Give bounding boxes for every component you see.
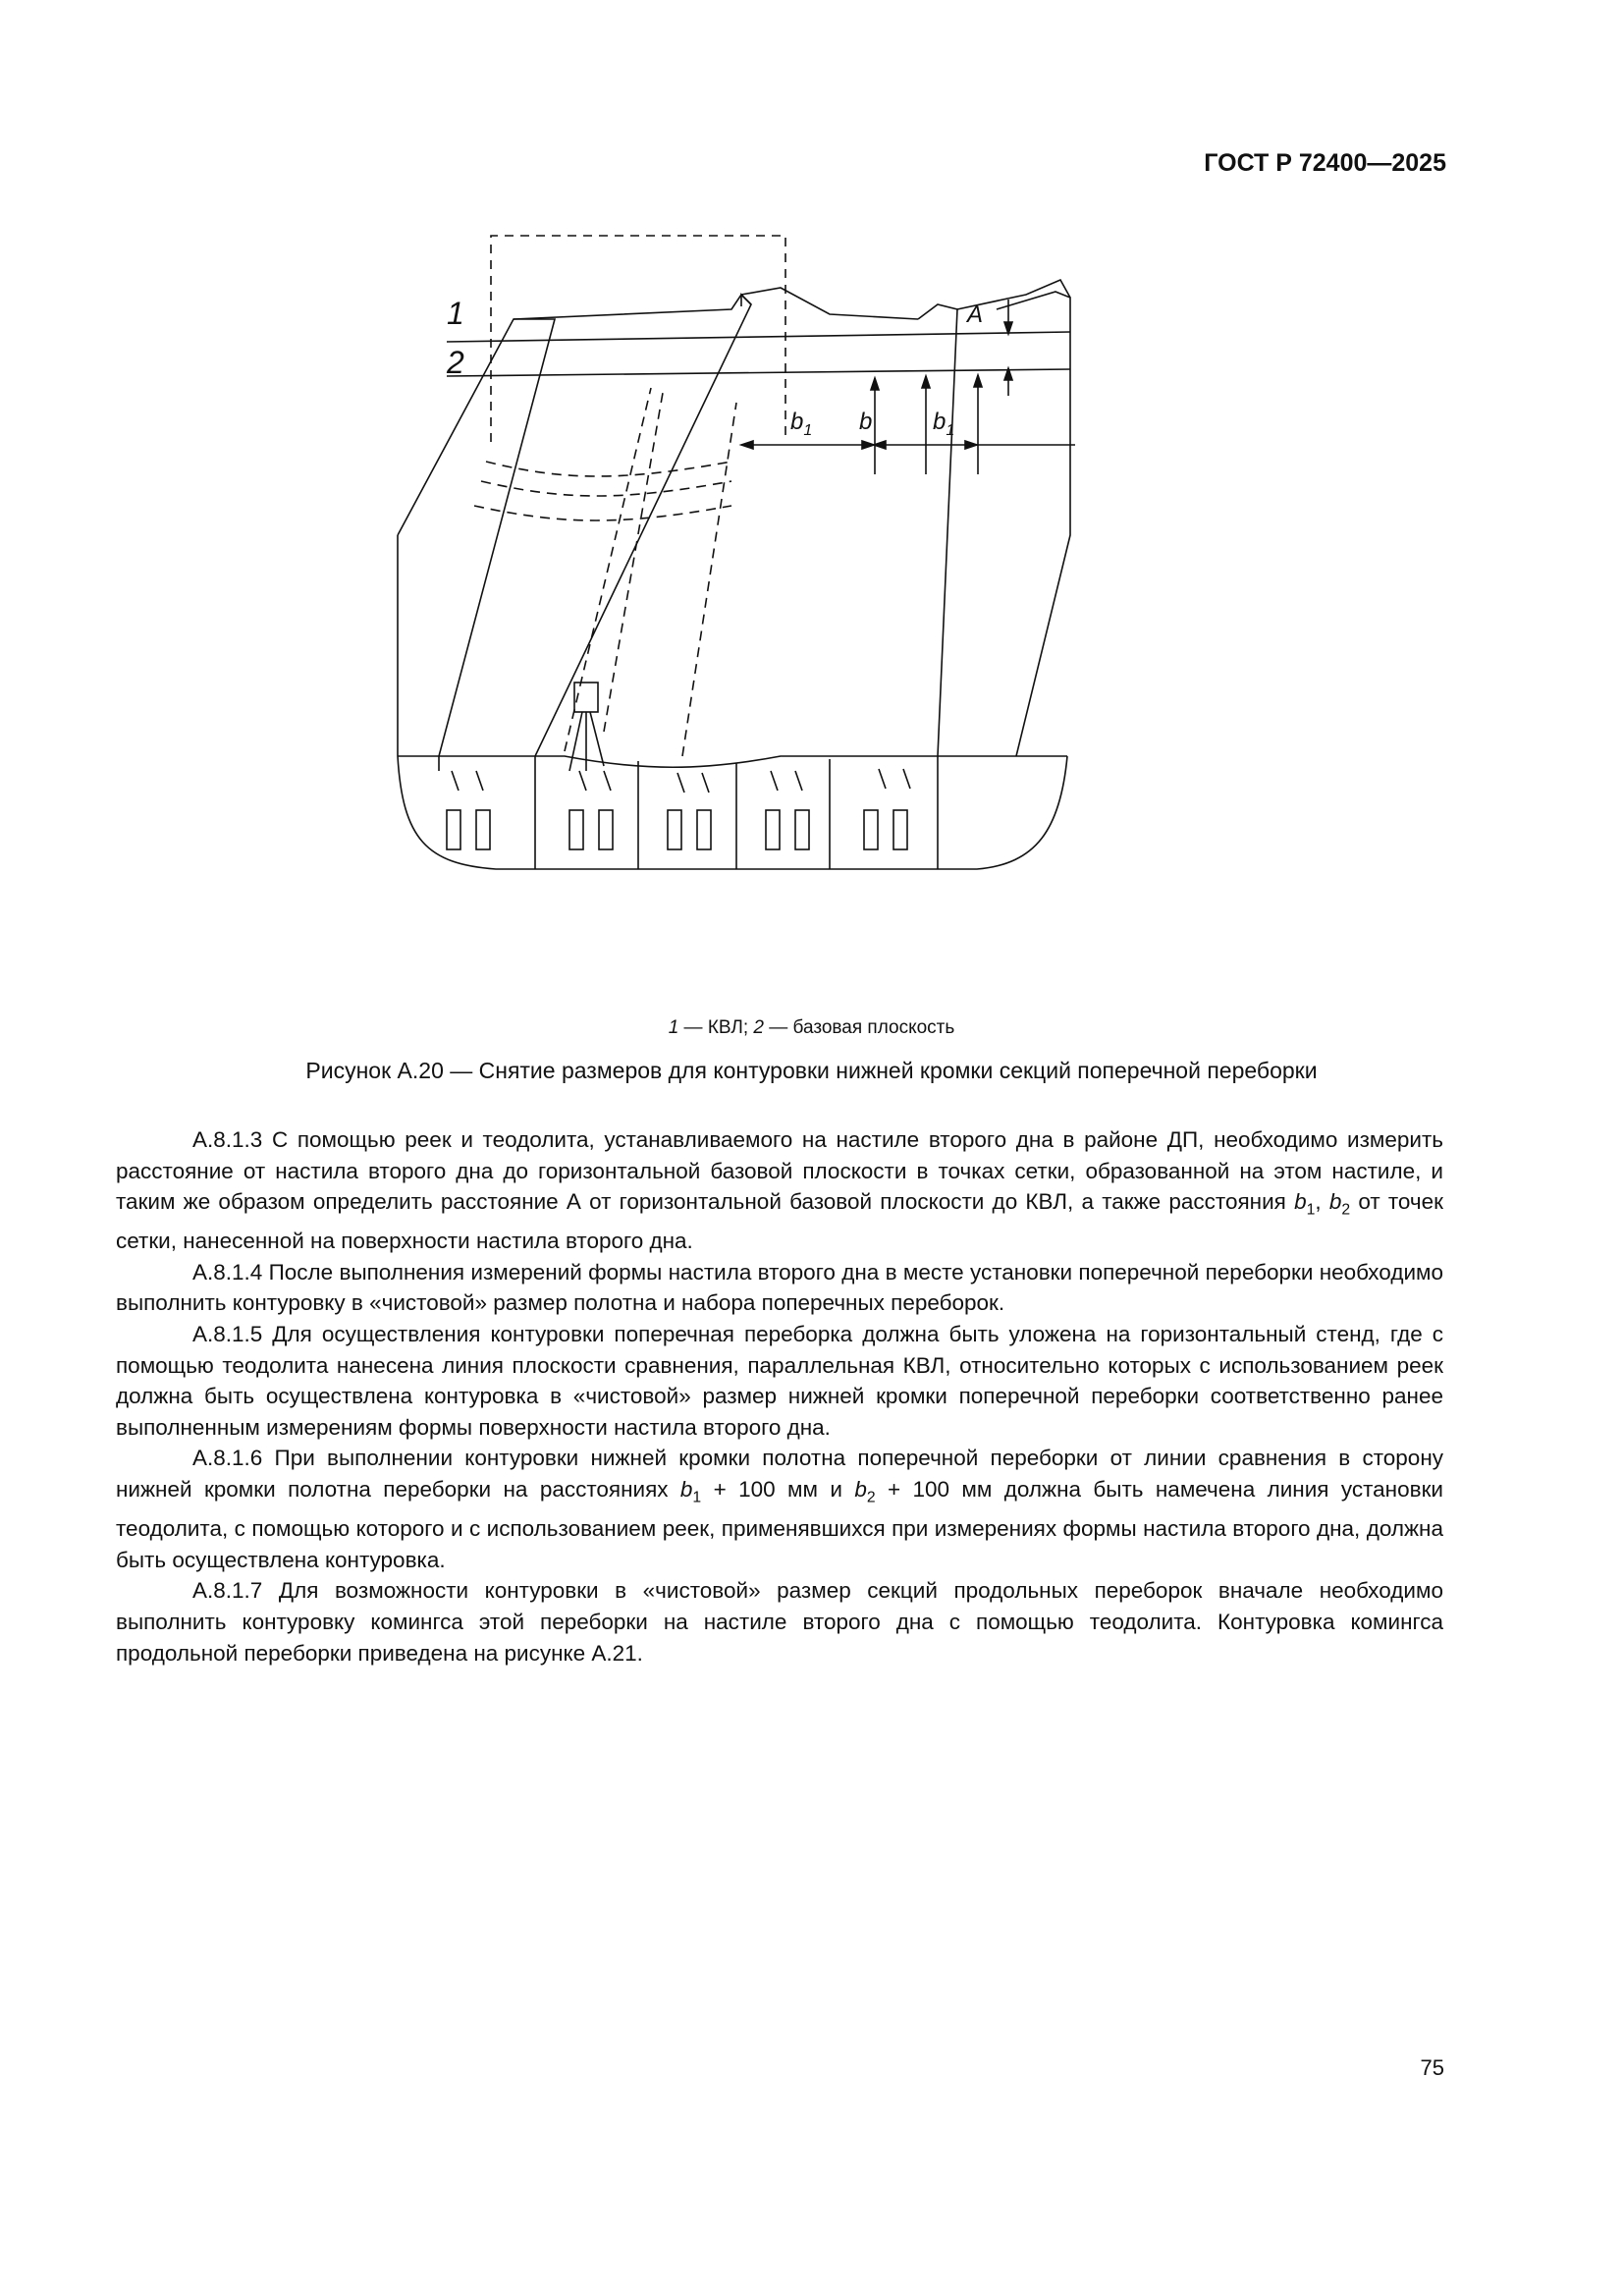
label-b1-left: $b_1$ <box>790 409 813 439</box>
paragraph-a8-1-3: А.8.1.3 С помощью реек и теодолита, устанавливаемого на настиле второго дна в районе ДП, необходимо измерить расстояние от настила второго дна до горизонтальной базовой плоскости в точках сетки, образованной на этом настиле, и таким же образом определить расстояние А от горизонтальной базовой плоскости до КВЛ, а также расстояния $b_1$, $b_2$ от точек сетки, нанесенной на поверхности настила второго дна. <box>116 1127 1444 1254</box>
figure-legend: 1 — КВЛ; 2 — базовая плоскость <box>668 1017 955 1038</box>
paragraph-a8-1-4: А.8.1.4 После выполнения измерений формы настила второго дна в месте установки поперечной переборки необходимо выполнить контуровку в «чистовой» размер полотна и набора поперечных переборок. <box>116 1259 1443 1316</box>
measure-arrows <box>871 375 982 474</box>
dimension-a <box>1004 300 1012 396</box>
page-number: 75 <box>1420 2055 1444 2080</box>
hull-frames <box>447 769 910 849</box>
inner-bottom-grid <box>474 388 736 756</box>
paragraph-a8-1-7: А.8.1.7 Для возможности контуровки в «чистовой» размер секций продольных переборок вначале необходимо выполнить контуровку комингса этой переборки на настиле второго дна с помощью теодолита. Контуровка комингса продольной переборки приведена на рисунке А.21. <box>116 1578 1443 1666</box>
figure-caption: Рисунок А.20 — Снятие размеров для контуровки нижней кромки секций поперечной переборки <box>305 1058 1318 1083</box>
label-base-plane: 2 <box>447 345 464 380</box>
figure-a20-drawing <box>368 221 1114 1007</box>
paragraph-a8-1-5: А.8.1.5 Для осуществления контуровки поперечная переборка должна быть уложена на горизонтальный стенд, где с помощью теодолита нанесена линия плоскости сравнения, параллельная КВЛ, относительно которых с использованием реек должна быть осуществлена контуровка в «чистовой» размер нижней кромки поперечной переборки соответственно ранее выполненным измерениям формы поверхности настила второго дна. <box>116 1322 1443 1440</box>
hull-outline <box>398 280 1070 869</box>
document-header: ГОСТ Р 72400—2025 <box>1204 149 1446 177</box>
dimension-b <box>741 441 1075 449</box>
label-b1-right: $b_1$ <box>933 409 955 439</box>
label-b: b <box>859 409 873 435</box>
paragraph-a8-1-6: А.8.1.6 При выполнении контуровки нижней кромки полотна поперечной переборки от линии сравнения в сторону нижней кромки полотна переборки на расстояниях $b_1 + 100$ мм и $b_2 + 100$ мм должна быть намечена линия установки теодолита, с помощью которого и с использованием реек, применявшихся при измерениях формы настила второго дна, должна быть осуществлена контуровка. <box>116 1446 1443 1572</box>
body-text <box>116 1124 1443 1668</box>
label-kvl: 1 <box>447 296 464 331</box>
label-a: A <box>967 301 984 328</box>
line-kvl <box>447 332 1070 342</box>
